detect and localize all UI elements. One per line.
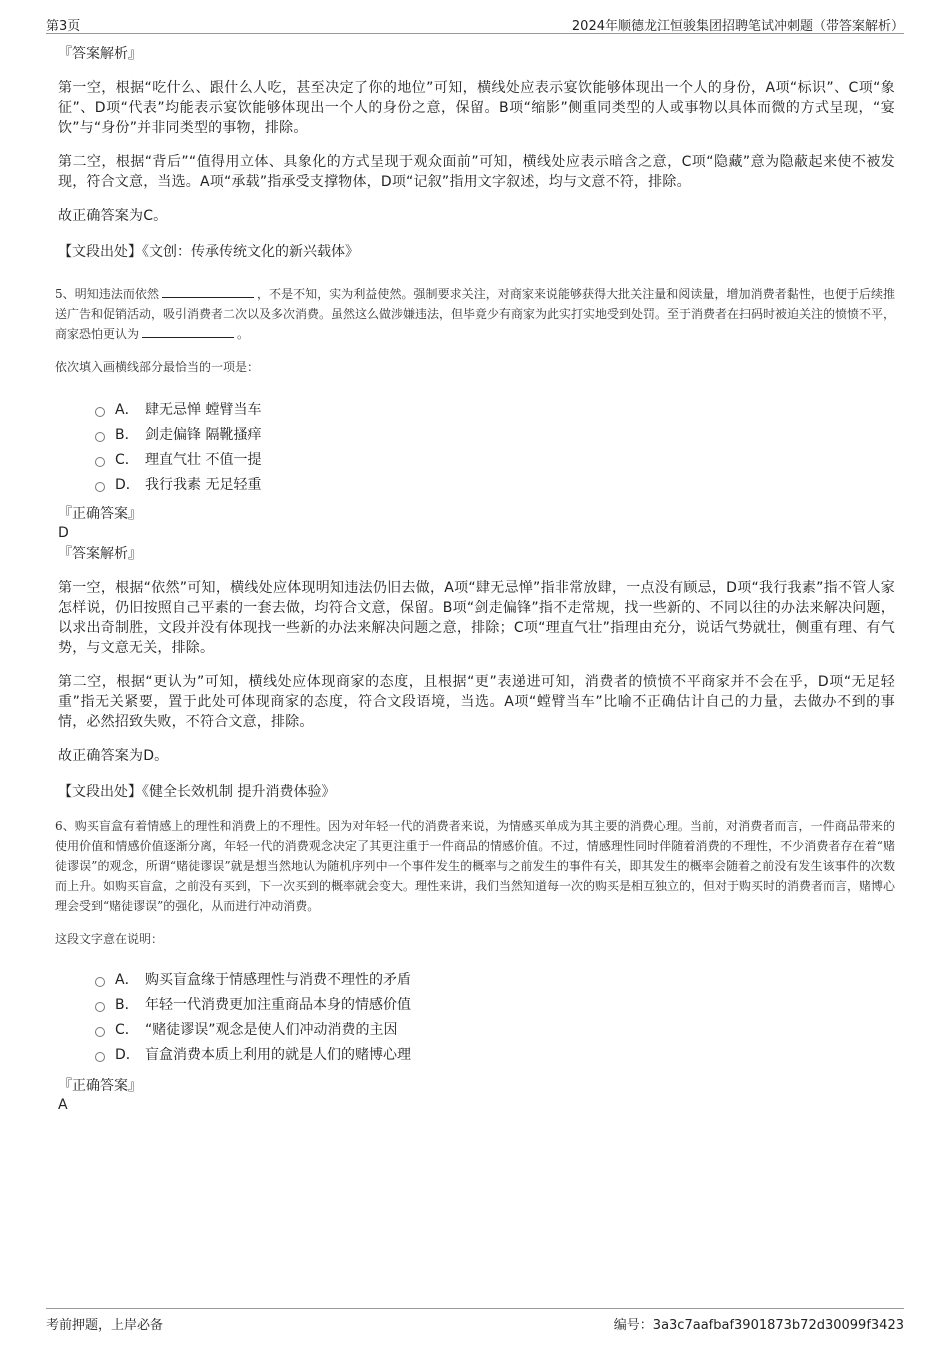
radio-button[interactable]	[95, 977, 105, 987]
radio-button[interactable]	[95, 407, 105, 417]
radio-button[interactable]	[95, 1052, 105, 1062]
correct-answer-label: 『正确答案』	[58, 506, 142, 522]
correct-answer: A	[58, 1097, 68, 1113]
document-title: 2024年顺德龙江恒骏集团招聘笔试冲刺题（带答案解析）	[571, 19, 904, 34]
question-prompt: 依次填入画横线部分最恰当的一项是：	[55, 360, 260, 374]
option-text: 年轻一代消费更加注重商品本身的情感价值	[145, 996, 411, 1013]
question-text-part: ，不是不知，实为利益使然。强制要求关注，对商家来说能够获得大批关注量和阅读量，增加消费者黏性，也便于后续推送广告和促销活动，吸引消费者二次以及多次消费。虽然这么做涉嫌违法，但毕竟少有商家为此实打实地受到处罚。至于消费者在扫码时被迫关注的愤愤不平，商家恐怕更认为	[55, 287, 896, 341]
document-code: 编号：3a3c7aafbaf3901873b72d30099f3423	[613, 1318, 904, 1333]
question-6-text: 6、购买盲盒有着情感上的理性和消费上的不理性。因为对年轻一代的消费者来说，为情感买单成为其主要的消费心理。当前，对消费者而言，一件商品带来的使用价值和情感价值逐渐分离，年轻一代的消费观念决定了其更注重于一件商品的情感价值。不过，情感理性同时伴随着消费的不理性，不少消费者存在着“赌徒谬误”的观念，所谓“赌徒谬误”就是想当然地认为随机序列中一个事件发生的概率与之前发生的事件有关，即其发生的概率会随着之前没有发生该事件的次数而上升。如购买盲盒，之前没有买到，下一次买到的概率就会变大。理性来讲，我们当然知道每一次的购买是相互独立的，但对于购买时的消费者而言，赌博心理会受到“赌徒谬误”的强化，从而进行冲动消费。	[55, 819, 896, 913]
analysis-paragraph: 第一空，根据“依然”可知，横线处应体现明知违法仍旧去做，A项“肆无忌惮”指非常放肆，一点没有顾忌，D项“我行我素”指不管人家怎样说，仍旧按照自己平素的一套去做，均符合文意，保留。B项“剑走偏锋”指不走常规，找一些新的、不同以往的办法来解决问题，以求出奇制胜，文段并没有体现找一些新的办法来解决问题之意，排除；C项“理直气壮”指理由充分，说话气势就壮，侧重有理、有气势，与文意无关，排除。	[58, 580, 895, 656]
option-text: 肆无忌惮 螳臂当车	[145, 401, 262, 418]
question-text-part: 5、明知违法而依然	[55, 287, 159, 301]
option-a[interactable]: A． 肆无忌惮 螳臂当车	[95, 396, 895, 421]
option-text: “赌徒谬误”观念是使人们冲动消费的主因	[145, 1021, 398, 1038]
option-text: 理直气壮 不值一提	[145, 451, 262, 468]
source-citation: 【文段出处】《健全长效机制 提升消费体验》	[58, 784, 336, 800]
option-text: 我行我素 无足轻重	[145, 476, 262, 493]
question-text-part: 。	[237, 327, 250, 341]
correct-answer: D	[58, 525, 69, 541]
radio-button[interactable]	[95, 1027, 105, 1037]
correct-answer-label: 『正确答案』	[58, 1078, 142, 1094]
analysis-paragraph: 第二空，根据“背后”“值得用立体、具象化的方式呈现于观众面前”可知，横线处应表示暗含之意，C项“隐藏”意为隐蔽起来使不被发现，符合文意，当选。A项“承载”指承受支撑物体，D项“记叙”指用文字叙述，均与文意不符，排除。	[58, 154, 895, 190]
option-d[interactable]: D． 我行我素 无足轻重	[95, 471, 895, 496]
option-list	[95, 966, 895, 1066]
question-prompt: 这段文字意在说明：	[55, 932, 164, 946]
option-list	[95, 396, 895, 496]
footer-slogan: 考前押题，上岸必备	[46, 1318, 164, 1333]
analysis-conclusion: 故正确答案为D。	[58, 748, 169, 764]
radio-button[interactable]	[95, 432, 105, 442]
analysis-paragraph: 第二空，根据“更认为”可知，横线处应体现商家的态度，且根据“更”表递进可知，消费者的愤愤不平商家并不会在乎，D项“无足轻重”指无关紧要，置于此处可体现商家的态度，符合文段语境，当选。A项“螳臂当车”比喻不正确估计自己的力量，去做办不到的事情，必然招致失败，不符合文意，排除。	[58, 674, 895, 730]
analysis-label: 『答案解析』	[58, 46, 142, 62]
option-b[interactable]: B． 年轻一代消费更加注重商品本身的情感价值	[95, 991, 895, 1016]
option-c[interactable]: C． “赌徒谬误”观念是使人们冲动消费的主因	[95, 1016, 895, 1041]
page-content	[55, 44, 895, 1114]
radio-button[interactable]	[95, 457, 105, 467]
fill-blank	[142, 325, 234, 338]
page-number: 第3页	[46, 19, 81, 34]
page-header	[46, 14, 904, 34]
question-5-text	[55, 284, 895, 344]
source-citation: 【文段出处】《文创：传承传统文化的新兴载体》	[58, 244, 359, 260]
analysis-conclusion: 故正确答案为C。	[58, 208, 168, 224]
option-b[interactable]: B． 剑走偏锋 隔靴搔痒	[95, 421, 895, 446]
radio-button[interactable]	[95, 1002, 105, 1012]
analysis-paragraph: 第一空，根据“吃什么、跟什么人吃，甚至决定了你的地位”可知，横线处应表示宴饮能够体现出一个人的身份，A项“标识”、C项“象征”、D项“代表”均能表示宴饮能够体现出一个人的身份之意，保留。B项“缩影”侧重同类型的人或事物以具体而微的方式呈现，“宴饮”与“身份”并非同类型的事物，排除。	[58, 80, 895, 136]
option-text: 购买盲盒缘于情感理性与消费不理性的矛盾	[145, 971, 411, 988]
option-text: 盲盒消费本质上利用的就是人们的赌博心理	[145, 1046, 411, 1063]
analysis-label: 『答案解析』	[58, 546, 142, 562]
option-c[interactable]: C． 理直气壮 不值一提	[95, 446, 895, 471]
radio-button[interactable]	[95, 482, 105, 492]
option-a[interactable]: A． 购买盲盒缘于情感理性与消费不理性的矛盾	[95, 966, 895, 991]
option-d[interactable]: D． 盲盒消费本质上利用的就是人们的赌博心理	[95, 1041, 895, 1066]
option-text: 剑走偏锋 隔靴搔痒	[145, 426, 262, 443]
fill-blank	[162, 285, 254, 298]
page-footer	[46, 1308, 904, 1331]
